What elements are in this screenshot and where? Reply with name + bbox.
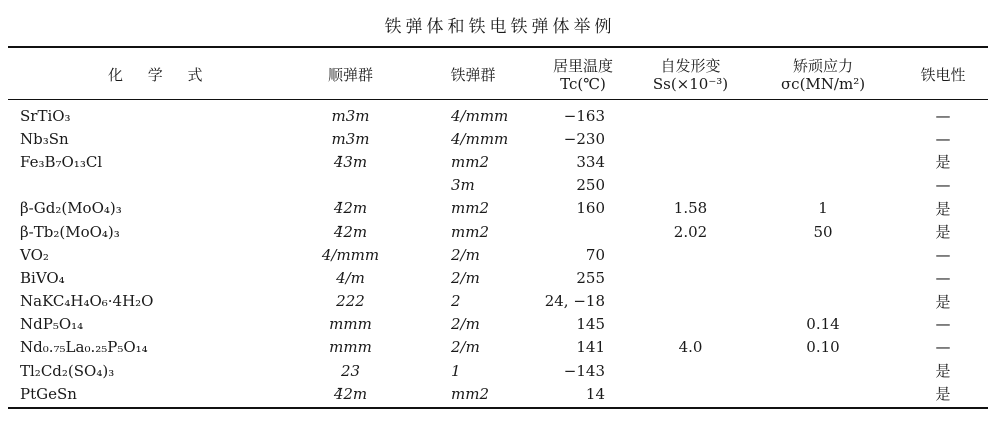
cell-ferroelectric: 是 — [935, 223, 951, 242]
cell-coercive-stress: 0.14 — [806, 315, 840, 334]
cell-coercive-stress: 0.10 — [806, 338, 840, 357]
cell-ferroelectric: 是 — [935, 362, 951, 381]
cell-ferro-group: mm2 — [451, 199, 489, 218]
header-row — [8, 52, 988, 98]
cell-curie-temp: −163 — [563, 106, 605, 125]
cell-spont-strain — [633, 150, 748, 173]
cell-coercive-stress — [748, 174, 898, 197]
cell-spont-strain — [633, 382, 748, 405]
cell-coercive-stress — [748, 243, 898, 266]
table-row — [8, 174, 988, 197]
cell-coercive-stress — [748, 150, 898, 173]
header-stress-line1: 矫顽应力 — [792, 57, 853, 75]
cell-coercive-stress — [748, 359, 898, 382]
cell-para-group — [288, 174, 413, 197]
cell-coercive-stress — [748, 98, 898, 127]
cell-ferro-group: 2/m — [451, 268, 480, 287]
cell-para-group: m3m — [331, 129, 370, 148]
table-row — [8, 150, 988, 173]
cell-coercive-stress — [748, 127, 898, 150]
bottom-rule — [8, 407, 988, 409]
cell-para-group: 4/m — [336, 268, 365, 287]
table-title: 铁弹体和铁电铁弹体举例 — [384, 17, 616, 37]
cell-curie-temp: 24, −18 — [544, 292, 605, 311]
cell-ferro-group: mm2 — [451, 152, 489, 171]
top-rule — [8, 46, 988, 48]
table-row — [8, 127, 988, 150]
cell-spont-strain — [633, 313, 748, 336]
table-row — [8, 290, 988, 313]
cell-para-group: 4/mmm — [321, 245, 380, 264]
cell-ferroelectric: — — [935, 338, 951, 357]
cell-curie-temp: 250 — [576, 176, 605, 195]
cell-spont-strain — [633, 174, 748, 197]
cell-formula: Nb₃Sn — [20, 129, 69, 148]
cell-ferro-group: 4/mmm — [451, 106, 509, 125]
cell-coercive-stress: 1 — [818, 199, 828, 218]
cell-formula: VO₂ — [20, 245, 49, 264]
cell-formula: BiVO₄ — [20, 268, 65, 287]
table-row — [8, 243, 988, 266]
cell-spont-strain: 1.58 — [673, 199, 708, 218]
cell-curie-temp — [533, 220, 633, 243]
cell-ferro-group: 2/m — [451, 245, 480, 264]
cell-spont-strain — [633, 243, 748, 266]
header-curie-line1: 居里温度 — [552, 57, 613, 75]
cell-formula: PtGeSn — [20, 384, 77, 403]
cell-ferroelectric: — — [935, 106, 951, 125]
cell-coercive-stress — [748, 382, 898, 405]
header-para-group: 顺弹群 — [327, 66, 373, 84]
cell-ferroelectric: — — [935, 129, 951, 148]
cell-spont-strain — [633, 266, 748, 289]
cell-ferro-group: 3m — [451, 176, 475, 195]
cell-ferroelectric: — — [935, 245, 951, 264]
cell-formula: Nd₀.₇₅La₀.₂₅P₅O₁₄ — [20, 338, 148, 357]
cell-spont-strain — [633, 127, 748, 150]
cell-ferro-group: 1 — [451, 361, 461, 380]
cell-formula: Tl₂Cd₂(SO₄)₃ — [20, 361, 115, 380]
header-formula: 化 学 式 — [108, 66, 213, 84]
cell-para-group: 222 — [336, 292, 365, 311]
cell-para-group: mmm — [329, 315, 372, 334]
cell-para-group: 23 — [340, 361, 361, 380]
cell-ferroelectric: 是 — [935, 199, 951, 218]
cell-ferro-group: 4/mmm — [451, 129, 509, 148]
cell-ferro-group: 2/m — [451, 315, 480, 334]
cell-spont-strain — [633, 98, 748, 127]
cell-ferro-group: 2/m — [451, 338, 480, 357]
header-ferro-group: 铁弹群 — [450, 66, 496, 84]
cell-curie-temp: 141 — [576, 338, 605, 357]
cell-coercive-stress: 50 — [813, 222, 833, 241]
header-curie-temp — [533, 52, 633, 98]
cell-ferroelectric: — — [935, 315, 951, 334]
cell-ferroelectric: 是 — [935, 153, 951, 172]
cell-curie-temp: −230 — [563, 129, 605, 148]
table-row — [8, 336, 988, 359]
cell-para-group: 4̄3m — [333, 152, 368, 171]
cell-spont-strain: 4.0 — [678, 338, 703, 357]
header-strain-line1: 自发形变 — [660, 57, 721, 75]
cell-para-group: mmm — [329, 338, 372, 357]
cell-curie-temp: −143 — [563, 361, 605, 380]
cell-ferro-group: mm2 — [451, 222, 489, 241]
cell-para-group: 4̄2m — [333, 199, 368, 218]
cell-formula: β-Tb₂(MoO₄)₃ — [20, 222, 120, 241]
cell-curie-temp: 145 — [576, 315, 605, 334]
table-row — [8, 382, 988, 405]
cell-ferroelectric: — — [935, 268, 951, 287]
table-row — [8, 197, 988, 220]
cell-ferro-group: mm2 — [451, 384, 489, 403]
header-coercive-stress — [748, 52, 898, 98]
ferroelastic-table — [8, 52, 988, 405]
cell-para-group: m3m — [331, 106, 370, 125]
table-row — [8, 359, 988, 382]
cell-para-group: 4̄2m — [333, 222, 368, 241]
cell-ferroelectric: — — [935, 176, 951, 195]
table-row — [8, 98, 988, 127]
cell-coercive-stress — [748, 290, 898, 313]
cell-formula: NaKC₄H₄O₆·4H₂O — [20, 292, 154, 311]
cell-ferroelectric: 是 — [935, 292, 951, 311]
cell-spont-strain — [633, 290, 748, 313]
header-ferroelectric: 铁电性 — [920, 66, 966, 84]
cell-formula: Fe₃B₇O₁₃Cl — [20, 152, 103, 171]
cell-spont-strain — [633, 359, 748, 382]
cell-spont-strain: 2.02 — [673, 222, 708, 241]
cell-curie-temp: 334 — [576, 152, 605, 171]
header-curie-line2: Tc(℃) — [560, 75, 606, 93]
cell-formula: β-Gd₂(MoO₄)₃ — [20, 199, 122, 218]
cell-ferro-group: 2 — [451, 292, 461, 311]
cell-curie-temp: 255 — [576, 268, 605, 287]
table-row — [8, 220, 988, 243]
header-stress-line2: σc(MN/m²) — [780, 75, 866, 93]
cell-formula — [8, 174, 288, 197]
cell-formula: SrTiO₃ — [20, 106, 71, 125]
header-strain-line2: Ss(×10⁻³) — [652, 75, 729, 93]
cell-curie-temp: 160 — [576, 199, 605, 218]
cell-para-group: 4̄2m — [333, 384, 368, 403]
cell-curie-temp: 14 — [585, 384, 605, 403]
table-row — [8, 313, 988, 336]
cell-ferroelectric: 是 — [935, 385, 951, 404]
header-spont-strain — [633, 52, 748, 98]
cell-formula: NdP₅O₁₄ — [20, 315, 84, 334]
cell-coercive-stress — [748, 266, 898, 289]
cell-curie-temp: 70 — [585, 245, 605, 264]
table-row — [8, 266, 988, 289]
table-body — [8, 98, 988, 405]
